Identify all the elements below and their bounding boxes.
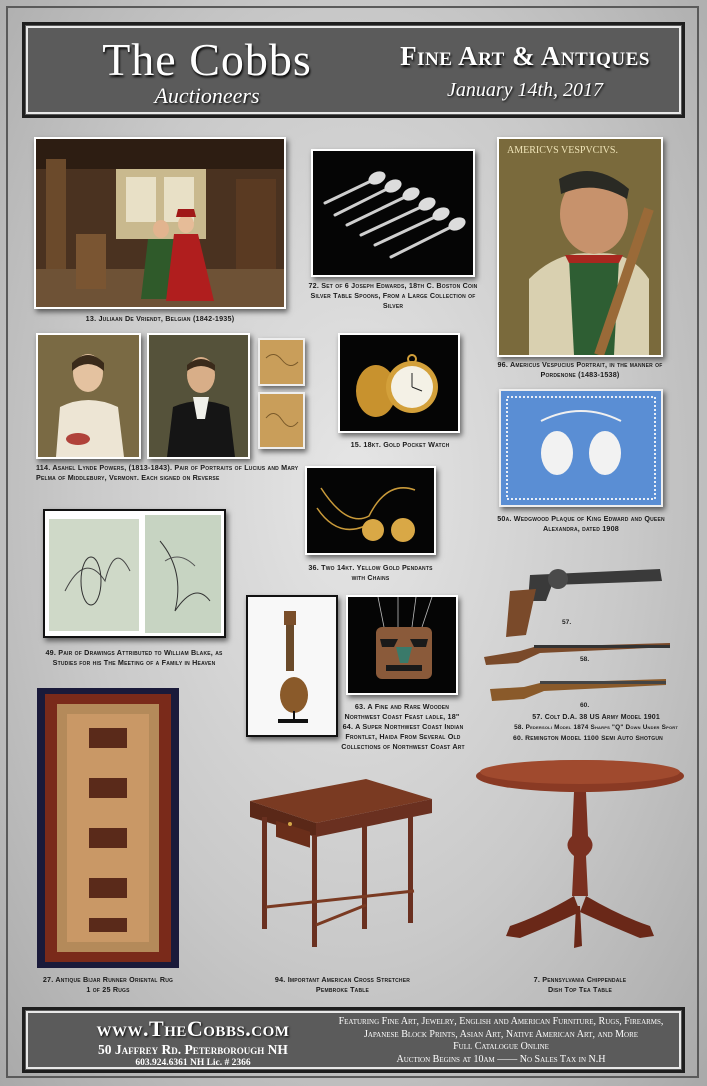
footer-info (325, 1016, 677, 1066)
lot36-caption: 36. Two 14kt. Yellow Gold Pendants with Chains (308, 563, 433, 582)
lot64-caption: 64. A Super Northwest Coast Indian Frontlet, Haida From Several Old Collections of Northwest Coast Art (341, 722, 465, 751)
lot50a-caption: 50a. Wedgwood Plaque of King Edward and Queen Alexandra, dated 1908 (497, 514, 665, 533)
header-heading: Fine Art & Antiques (400, 41, 650, 71)
tea-table-image (470, 756, 690, 966)
lot27-caption-1: 27. Antique Bijar Runner Oriental Rug (42, 975, 174, 984)
lot96-portrait (497, 137, 663, 357)
signature-panel-image (260, 340, 303, 384)
portrait-inscription: AMERICVS VESPVCIVS. (507, 145, 618, 156)
bijar-runner-rug-image (37, 688, 179, 968)
pocket-watch-image (340, 335, 458, 431)
firearms-image (480, 555, 675, 715)
vespucius-portrait-image (499, 139, 661, 355)
lot114-caption: 114. Asahel Lynde Powers, (1813-1843). Pair of Portraits of Lucius and Mary Pelma of Middlebury, Vermont. Each signed on Reverse (36, 463, 299, 482)
lot63-caption: 63. A Fine and Rare Wooden Northwest Coast Feast ladle, 18" (344, 702, 460, 721)
footer-banner (22, 1007, 685, 1073)
header-banner (22, 22, 685, 118)
blake-drawings-image (45, 511, 224, 636)
logo-subtitle: Auctioneers (154, 83, 260, 108)
lot27-caption-2: 1 of 25 Rugs (86, 985, 130, 994)
wooden-ladle-image (248, 597, 336, 735)
tag-57: 57. (562, 619, 572, 626)
lot114-reverse-1 (258, 338, 305, 386)
lot7-caption-2: Dish Top Tea Table (547, 985, 613, 994)
auction-date: January 14th, 2017 (446, 79, 604, 101)
lot72-caption: 72. Set of 6 Joseph Edwards, 18th C. Boston Coin Silver Table Spoons, From a Large Collection of Silver (308, 281, 478, 310)
silver-spoons-image (313, 151, 473, 275)
tag-58: 58. (580, 656, 590, 663)
pembroke-table-image (246, 775, 436, 965)
haida-frontlet-image (348, 597, 456, 693)
lot49-photo (43, 509, 226, 638)
lot60-caption: 60. Remington Model 1100 Semi Auto Shotgun (513, 735, 663, 742)
lot15-caption: 15. 18kt. Gold Pocket Watch (350, 440, 450, 449)
catalogue-text: Full Catalogue Online (453, 1041, 549, 1052)
lot13-painting (34, 137, 286, 309)
phone-license: 603.924.6361 NH Lic. # 2366 (135, 1058, 251, 1068)
lot64-photo (346, 595, 458, 695)
lot36-photo (305, 466, 436, 555)
gold-pendants-image (307, 468, 434, 553)
lot7-caption-1: 7. Pennsylvania Chippendale (533, 975, 627, 984)
man-portrait-image (149, 335, 248, 457)
tag-60: 60. (580, 702, 590, 709)
lot114-portrait-lady (36, 333, 141, 459)
lot49-caption: 49. Pair of Drawings Attributed to William Blake, as Studies for his The Meeting of a Family in Heaven (45, 648, 223, 667)
address: 50 Jaffrey Rd. Peterborough NH (98, 1042, 288, 1057)
lot13-caption: 13. Juliaan De Vriendt, Belgian (1842-1935) (85, 314, 235, 323)
lot114-portrait-man (147, 333, 250, 459)
featuring-text: Featuring Fine Art, Jewelry, English and American Furniture, Rugs, Firearms, Japanese Block Prints, Asian Art, Native American Art, and More (338, 1016, 664, 1040)
lot94-caption-2: Pembroke Table (315, 985, 370, 994)
lot57-caption: 57. Colt D.A. 38 US Army Model 1901 (532, 714, 660, 721)
lot58-caption: 58. Pedersoli Model 1874 Sharps "Q" Down Under Sport (514, 724, 678, 731)
auction-time-text: Auction Begins at 10am —— No Sales Tax in N.H (396, 1053, 606, 1065)
logo-title: The Cobbs (102, 34, 312, 85)
wedgwood-plaque-image (501, 391, 661, 505)
lot114-reverse-2 (258, 392, 305, 449)
lady-portrait-image (38, 335, 139, 457)
lot50a-photo (499, 389, 663, 507)
lot96-caption: 96. Americus Vespucius Portrait, in the manner of Pordenone (1483-1538) (497, 360, 663, 379)
lot94-caption-1: 94. Important American Cross Stretcher (274, 975, 411, 984)
signature-panel-image (260, 394, 303, 447)
interior-painting-image (36, 139, 284, 307)
lot63-photo (246, 595, 338, 737)
lot27-photo (37, 688, 179, 968)
lot15-photo (338, 333, 460, 433)
website-link[interactable]: www.TheCobbs.com (96, 1016, 290, 1041)
lot72-photo (311, 149, 475, 277)
